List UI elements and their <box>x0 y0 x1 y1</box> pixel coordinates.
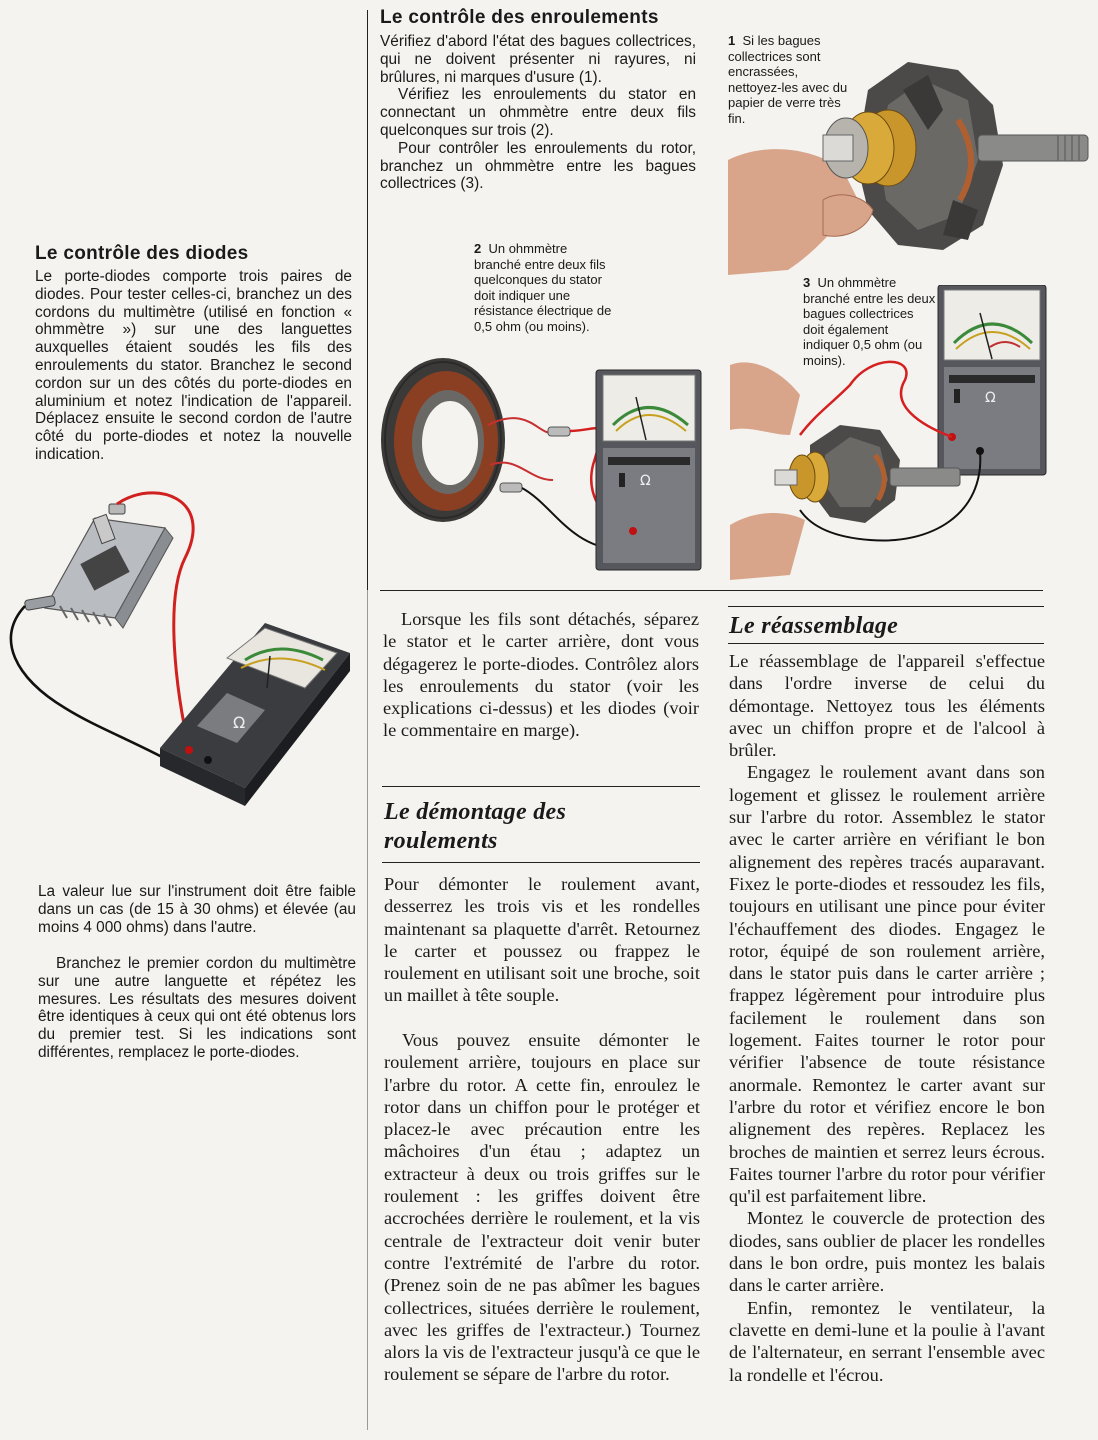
middle-intro-text: Lorsque les fils sont détachés, séparez le stator et le carter arrière, dont vous dégagerez le porte-diodes. Contrôlez alors les enroulements du stator (voir les explications ci-dessus) et les diodes (voir le commentaire en marge). <box>383 609 699 741</box>
rotor-test-illustration <box>730 285 1050 585</box>
diodes-paragraph-3 <box>38 955 356 1062</box>
caption-1-text: Si les bagues collectrices sont encrassées, nettoyez-les avec du papier de verre très fin. <box>728 33 848 126</box>
diode-holder-image <box>45 514 173 628</box>
reassembly-rule-top <box>728 606 1044 607</box>
windings-paragraph-2-text: Vérifiez les enroulements du stator en connectant un ohmmètre entre deux fils quelconques sur trois (2). <box>380 86 696 139</box>
diodes-paragraph-3-text: Branchez le premier cordon du multimètre sur une autre languette et répétez les mesures. Les résultats des mesures doivent être identiques à ceux qui ont été obtenus lors du premier test. Si les indications sont différentes, remplacez le porte-diodes. <box>38 955 356 1061</box>
column-divider-vertical-lower <box>367 590 368 1430</box>
rotor-cleaning-photo <box>728 50 1093 280</box>
reassembly-heading: Le réassemblage <box>729 613 899 639</box>
reassembly-paragraph-2 <box>729 761 1045 1207</box>
ohm-symbol-2: Ω <box>640 473 651 489</box>
caption-2-text: Un ohmmètre branché entre deux fils quelconques du stator doit indiquer une résistance électrique de 0,5 ohm (ou moins). <box>474 241 612 334</box>
bearing-section-rule-top <box>382 786 700 787</box>
diode-test-illustration <box>5 488 360 828</box>
reassembly-paragraph-4 <box>729 1297 1045 1386</box>
windings-heading: Le contrôle des enroulements <box>380 7 659 28</box>
reassembly-paragraph-1: Le réassemblage de l'appareil s'effectue dans l'ordre inverse de celui du démontage. Nettoyez tous les éléments avec un chiffon propre et de l'alcool à brûler. <box>729 651 1045 761</box>
diodes-paragraph-1: Le porte-diodes comporte trois paires de diodes. Pour tester celles-ci, branchez un des cordons du multimètre (utilisé en fonction « ohmmètre ») sur une des languettes auxquelles étaient soudés les fils des enroulements du stator. Branchez le second cordon sur un des côtés du porte-diodes en aluminium et notez l'indication de l'appareil. Déplacez ensuite le second cordon de l'autre côté du porte-diodes et notez la nouvelle indication. <box>35 268 352 463</box>
column-divider-vertical <box>367 10 368 590</box>
windings-paragraph-2 <box>380 86 696 139</box>
multimeter-image-3 <box>938 285 1046 475</box>
stator-test-illustration <box>378 345 708 585</box>
ohm-symbol-3: Ω <box>985 390 996 406</box>
reassembly-paragraph-2-text: Engagez le roulement avant dans son logement et glissez le roulement arrière sur l'arbre du rotor. Assemblez le stator avec le carter arrière en vérifiant le bon alignement des repères tracés auparavant. Fixez le porte-diodes et ressoudez les fils, toujours en utilisant une pince pour éviter l'échauffement des diodes. Engagez le rotor, équipé de son roulement arrière, dans le stator puis dans le carter arrière ; frappez légèrement pour introduire plus facilement le roulement dans son logement. Faites tourner le rotor pour vérifier l'absence de toute résistance anormale. Remontez le carter avant sur l'arbre du rotor et vérifiez encore le bon alignement des repères. Replacez les broches de maintien et serrez leurs écrous. Faites tourner l'arbre du rotor pour vérifier qu'il est parfaitement libre. <box>729 762 1045 1207</box>
ohm-symbol-1: Ω <box>233 713 246 732</box>
bearing-section-rule-bottom <box>382 862 700 863</box>
stator-image <box>381 358 505 522</box>
caption-3-text: Un ohmmètre branché entre les deux bagues collectrices doit également indiquer 0,5 ohm (ou moins). <box>803 275 936 368</box>
bearing-paragraph-1: Pour démonter le roulement avant, desserrez les trois vis et les rondelles maintenant sa plaquette d'arrêt. Retournez le carter et poussez ou frappez le roulement en utilisant soit une broche, soit un maillet à tête souple. <box>384 874 700 1006</box>
reassembly-paragraph-3-text: Montez le couvercle de protection des diodes, sans oublier de placer les rondelles dans le bon ordre, puis montez les balais dans le carter arrière. <box>729 1208 1045 1296</box>
bearing-removal-heading: Le démontage des roulements <box>384 799 567 854</box>
caption-2-number: 2 <box>474 241 482 256</box>
reassembly-paragraph-3 <box>729 1207 1045 1296</box>
windings-text <box>380 33 696 193</box>
diodes-paragraph-2: La valeur lue sur l'instrument doit être faible dans un cas (de 15 à 30 ohms) et élevée (au moins 4 000 ohms) dans l'autre. <box>38 883 356 936</box>
windings-paragraph-3 <box>380 140 696 193</box>
caption-1-number: 1 <box>728 33 736 48</box>
reassembly-rule-bottom <box>728 643 1044 644</box>
multimeter-image <box>160 623 350 806</box>
reassembly-text <box>729 650 1045 1386</box>
windings-paragraph-1: Vérifiez d'abord l'état des bagues collectrices, qui ne doivent présenter ni rayures, ni brûlures, ni marques d'usure (1). <box>380 33 696 86</box>
caption-2 <box>474 241 614 334</box>
reassembly-paragraph-4-text: Enfin, remontez le ventilateur, la clavette en demi-lune et la poulie à l'avant de l'alternateur, en serrant l'ensemble avec la rondelle et l'écrou. <box>729 1297 1045 1385</box>
bearing-paragraph-2 <box>384 1029 700 1386</box>
diodes-heading: Le contrôle des diodes <box>35 243 249 264</box>
multimeter-image-2 <box>596 370 701 570</box>
caption-3-number: 3 <box>803 275 811 290</box>
middle-intro-paragraph <box>383 608 699 742</box>
windings-paragraph-3-text: Pour contrôler les enroulements du rotor, branchez un ohmmètre entre les bagues collectrices (3). <box>380 139 696 193</box>
section-divider-horizontal <box>380 590 1043 591</box>
bearing-paragraph-2-text: Vous pouvez ensuite démonter le roulement arrière, toujours en place sur l'arbre du rotor. A cette fin, enroulez le rotor dans un chiffon pour le protéger et placez-le avec précaution entre les mâchoires d'un étau ; adaptez un extracteur à deux ou trois griffes sur le roulement : les griffes doivent être accrochées derrière le roulement, et la vis centrale de l'extracteur doit venir buter contre l'extrémité de l'arbre du rotor. (Prenez soin de ne pas abîmer les bagues collectrices, situées derrière le roulement, avec les griffes de l'extracteur.) Tournez alors la vis de l'extracteur jusqu'à ce que le roulement se sépare de l'arbre du rotor. <box>384 1030 700 1385</box>
